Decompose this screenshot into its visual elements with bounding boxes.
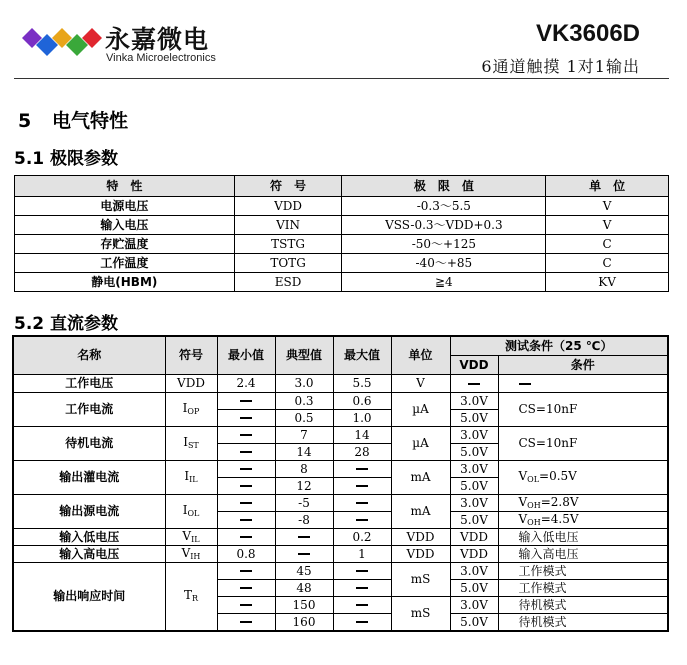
dash-mark [240, 587, 252, 589]
table-row: 静电(HBM) ESD ≧4 KV [15, 273, 669, 292]
brand-english: Vinka Microelectronics [106, 52, 216, 64]
table-row: 输出源电流 $I_{OL}$ -5 mA 3.0V $V_{OH}=2.8V$ [13, 494, 668, 511]
vinka-logo-icon [22, 22, 112, 64]
dash-mark [356, 468, 368, 470]
dash-mark [356, 621, 368, 623]
table-header [13, 336, 668, 355]
dash-mark [240, 485, 252, 487]
table-row: 输入高电压 $V_{IH}$ 0.8 1 VDD VDD 输入高电压 [13, 545, 668, 562]
dash-mark [356, 519, 368, 521]
table-row: 48 5.0V 工作模式 [13, 579, 668, 596]
dash-mark [356, 570, 368, 572]
col-header: 条件 [498, 355, 668, 374]
table-row: 160 5.0V 待机模式 [13, 613, 668, 631]
dash-mark [240, 451, 252, 453]
table-row: 电源电压 VDD -0.3～5.5 V [15, 197, 669, 216]
section-5-1-heading: 5.1 极限参数 [14, 149, 119, 169]
absolute-max-table [14, 175, 669, 292]
dash-mark [240, 621, 252, 623]
table-row: 输入低电压 $V_{IL}$ 0.2 VDD VDD 输入低电压 [13, 528, 668, 545]
col-header: 最小值 [217, 336, 275, 374]
col-header: 单 位 [546, 176, 669, 197]
model-number: VK3606D [535, 20, 640, 47]
table-row: 0.5 1.0 5.0V [13, 409, 668, 426]
table-row: 150 mS 3.0V 待机模式 [13, 596, 668, 613]
col-header: 典型值 [275, 336, 333, 374]
dash-mark [519, 383, 531, 385]
dash-mark [356, 485, 368, 487]
col-header: 单位 [391, 336, 450, 374]
product-subtitle: 6通道触摸 1对1输出 [481, 57, 640, 76]
col-header: 符号 [165, 336, 217, 374]
table-row: 输出响应时间 $T_R$ 45 mS 3.0V 工作模式 [13, 562, 668, 579]
dash-mark [240, 434, 252, 436]
table-row: 待机电流 $I_{ST}$ 7 14 µA 3.0V CS=10nF [13, 426, 668, 443]
dash-mark [240, 417, 252, 419]
dc-parameters-table [12, 335, 669, 632]
dash-mark [356, 587, 368, 589]
table-row: 12 5.0V [13, 477, 668, 494]
dash-mark [240, 468, 252, 470]
table-row: 输出灌电流 $I_{IL}$ 8 mA 3.0V $V_{OL}=0.5V$ [13, 460, 668, 477]
section-5-2-heading: 5.2 直流参数 [14, 314, 119, 334]
table-row: 工作电压 VDD 2.4 3.0 5.5 V [13, 374, 668, 392]
dash-mark [240, 536, 252, 538]
section-5-heading: 5 电气特性 [18, 110, 129, 132]
table-row: 工作温度 TOTG -40～+85 C [15, 254, 669, 273]
col-header: 极 限 值 [342, 176, 546, 197]
dash-mark [240, 502, 252, 504]
dash-mark [298, 536, 310, 538]
col-header: VDD [450, 355, 498, 374]
dash-mark [240, 604, 252, 606]
table-row: -8 5.0V $V_{OH}=4.5V$ [13, 511, 668, 528]
table-row: 工作电流 $I_{OP}$ 0.3 0.6 µA 3.0V CS=10nF [13, 392, 668, 409]
brand-name: 永嘉微电 [105, 25, 210, 54]
col-header: 符 号 [234, 176, 342, 197]
header-divider [14, 78, 669, 79]
col-header: 特 性 [15, 176, 235, 197]
table-row: 14 28 5.0V [13, 443, 668, 460]
dash-mark [240, 400, 252, 402]
table-row: 输入电压 VIN VSS-0.3～VDD+0.3 V [15, 216, 669, 235]
dash-mark [240, 570, 252, 572]
dash-mark [298, 553, 310, 555]
col-header: 测试条件（25 ℃） [450, 336, 668, 355]
dash-mark [356, 502, 368, 504]
dash-mark [468, 383, 480, 385]
table-header [15, 176, 669, 197]
col-header: 名称 [13, 336, 165, 374]
col-header: 最大值 [333, 336, 391, 374]
dash-mark [240, 519, 252, 521]
table-row: 存贮温度 TSTG -50～+125 C [15, 235, 669, 254]
dash-mark [356, 604, 368, 606]
